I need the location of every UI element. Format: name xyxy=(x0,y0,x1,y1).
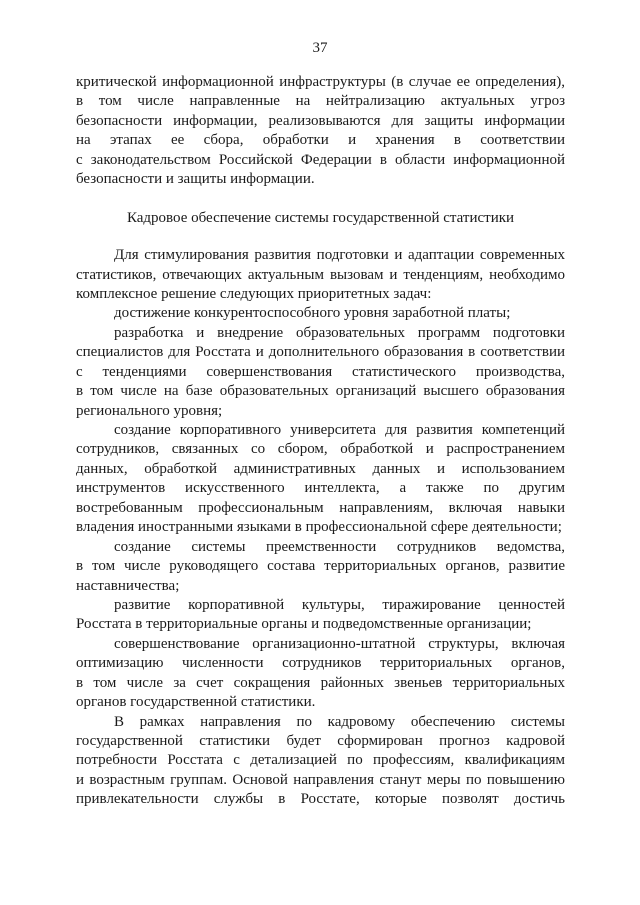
text-line: владения иностранными языками в профессиональной сфере деятельности; xyxy=(76,519,562,536)
text-line: совершенствование организационно-штатной структуры, включая xyxy=(114,635,565,652)
text-line: инструментов искусственного интеллекта, а также по другим xyxy=(76,480,565,497)
text-line: в том числе за счет сокращения районных звеньев территориальных xyxy=(76,674,565,691)
paragraph xyxy=(76,713,565,810)
section-heading: Кадровое обеспечение системы государственной статистики xyxy=(126,209,515,226)
text-line: достижение конкурентоспособного уровня заработной платы; xyxy=(114,305,511,322)
text-line: в том числе руководящего состава территориальных органов, развитие xyxy=(76,558,565,575)
page-number: 37 xyxy=(312,40,328,56)
text-line: разработка и внедрение образовательных программ подготовки xyxy=(114,324,565,341)
text-line: статистиков, отвечающих актуальным вызовам и тенденциям, необходимо xyxy=(76,266,565,283)
list-item xyxy=(76,304,565,323)
text-line: сотрудников, связанных со сбором, обработкой и распространением xyxy=(76,441,565,458)
text-line: безопасности и защиты информации. xyxy=(76,171,315,188)
text-line: создание системы преемственности сотрудников ведомства, xyxy=(114,538,565,555)
list-item xyxy=(76,635,565,713)
list-item xyxy=(76,596,565,635)
text-line: и возрастным группам. Основой направления станут меры по повышению xyxy=(76,771,565,788)
text-line: Для стимулирования развития подготовки и адаптации современных xyxy=(114,247,565,264)
text-line: государственной статистики будет сформирован прогноз кадровой xyxy=(76,733,565,749)
text-line: в том числе на базе образовательных организаций высшего образования xyxy=(76,383,565,400)
text-line: специалистов для Росстата и дополнительного образования в соответствии xyxy=(76,344,565,361)
document-body xyxy=(76,73,565,810)
list-item xyxy=(76,538,565,596)
text-line: безопасности информации, реализовываются для защиты информации xyxy=(76,112,565,129)
text-line: потребности Росстата с детализацией по профессиям, квалификациям xyxy=(76,752,565,769)
text-line: с тенденциями совершенствования статистического производства, xyxy=(76,363,565,380)
text-line: востребованным профессиональным направлениям, включая навыки xyxy=(76,499,565,516)
list-item xyxy=(76,324,565,421)
text-line: в том числе направленные на нейтрализацию актуальных угроз xyxy=(76,93,565,110)
paragraph-continuation xyxy=(76,73,565,190)
list-item xyxy=(76,421,565,538)
text-line: создание корпоративного университета для развития компетенций xyxy=(114,422,565,438)
text-line: комплексное решение следующих приоритетных задач: xyxy=(76,285,432,302)
text-line: органов государственной статистики. xyxy=(76,694,316,711)
text-line: В рамках направления по кадровому обеспечению системы xyxy=(114,713,565,730)
text-line: на этапах ее сбора, обработки и хранения в соответствии xyxy=(76,132,565,149)
text-line: данных, обработкой административных данных и использованием xyxy=(76,460,565,477)
text-line: с законодательством Российской Федерации в области информационной xyxy=(76,151,565,168)
text-line: Росстата в территориальные органы и подведомственные организации; xyxy=(76,616,532,633)
text-line: привлекательности службы в Росстате, которые позволят достичь xyxy=(76,791,565,808)
text-line: наставничества; xyxy=(76,577,180,594)
text-line: критической информационной инфраструктуры (в случае ее определения), xyxy=(76,74,565,90)
text-line: регионального уровня; xyxy=(76,402,223,419)
text-line: оптимизацию численности сотрудников территориальных органов, xyxy=(76,655,565,672)
text-line: развитие корпоративной культуры, тиражирование ценностей xyxy=(114,596,565,613)
paragraph xyxy=(76,246,565,304)
